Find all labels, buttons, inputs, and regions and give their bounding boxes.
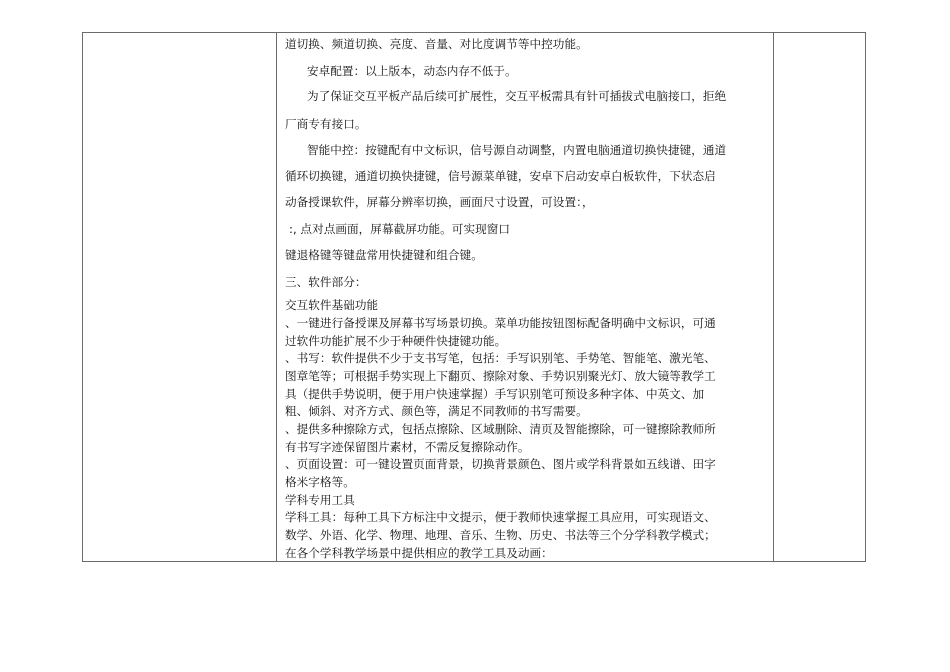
text-line: 粗、倾斜、对齐方式、颜色等，满足不同教师的书写需要。: [285, 404, 588, 418]
subsection-heading: 交互软件基础功能: [285, 298, 379, 312]
text-line: 在各个学科教学场景中提供相应的教学工具及动画：: [285, 546, 553, 560]
section-heading: 三、软件部分：: [285, 275, 367, 289]
text-line: 图章笔等；可根据手势实现上下翻页、擦除对象、手势识别聚光灯、放大镜等教学工: [285, 369, 716, 383]
subsection-heading: 学科专用工具: [285, 493, 355, 507]
text-line: 具（提供手势说明，便于用户快速掌握）手写识别笔可预设多种字体、中英文、加: [285, 387, 705, 401]
text-line: 循环切换键，通道切换快捷键，信号源菜单键，安卓下启动安卓白板软件，下状态启: [285, 169, 716, 183]
text-line: 安卓配置：以上版本，动态内存不低于。: [307, 64, 517, 78]
text-line: 动备授课软件，屏幕分辨率切换，画面尺寸设置，可设置：，: [285, 195, 594, 209]
text-line: 过软件功能扩展不少于种硬件快捷键功能。: [285, 334, 507, 348]
text-line: 、页面设置：可一键设置页面背景，切换背景颜色、图片或学科背景如五线谱、田字: [285, 457, 716, 471]
text-line: 、提供多种擦除方式，包括点擦除、区域删除、清页及智能擦除，可一键擦除教师所: [285, 422, 716, 436]
text-line: 、一键进行备授课及屏幕书写场景切换。菜单功能按钮图标配备明确中文标识，可通: [285, 316, 716, 330]
text-line: 为了保证交互平板产品后续可扩展性，交互平板需具有针可插拔式电脑接口，拒绝: [307, 89, 727, 103]
text-line: 智能中控：按键配有中文标识，信号源自动调整，内置电脑通道切换快捷键，通道: [307, 143, 727, 157]
text-line: 格米字格等。: [285, 475, 355, 489]
table-column-divider-left: [276, 33, 277, 561]
text-line: 、书写：软件提供不少于支书写笔，包括：手写识别笔、手势笔、智能笔、激光笔、: [285, 351, 716, 365]
text-line: 键退格键等键盘常用快捷键和组合键。: [285, 248, 483, 262]
table-content-cell: [285, 32, 775, 562]
text-line: 数学、外语、化学、物理、地理、音乐、生物、历史、书法等三个分学科教学模式；: [285, 528, 716, 542]
text-line: 有书写字迹保留图片素材，不需反复擦除动作。: [285, 440, 530, 454]
text-line: 学科工具：每种工具下方标注中文提示，便于教师快速掌握工具应用，可实现语文、: [285, 510, 716, 524]
text-line: 道切换、频道切换、亮度、音量、对比度调节等中控功能。: [285, 37, 588, 51]
text-line: 厂商专有接口。: [285, 117, 367, 131]
text-line: :, 点对点画面，屏幕截屏功能。可实现窗口: [289, 222, 511, 236]
